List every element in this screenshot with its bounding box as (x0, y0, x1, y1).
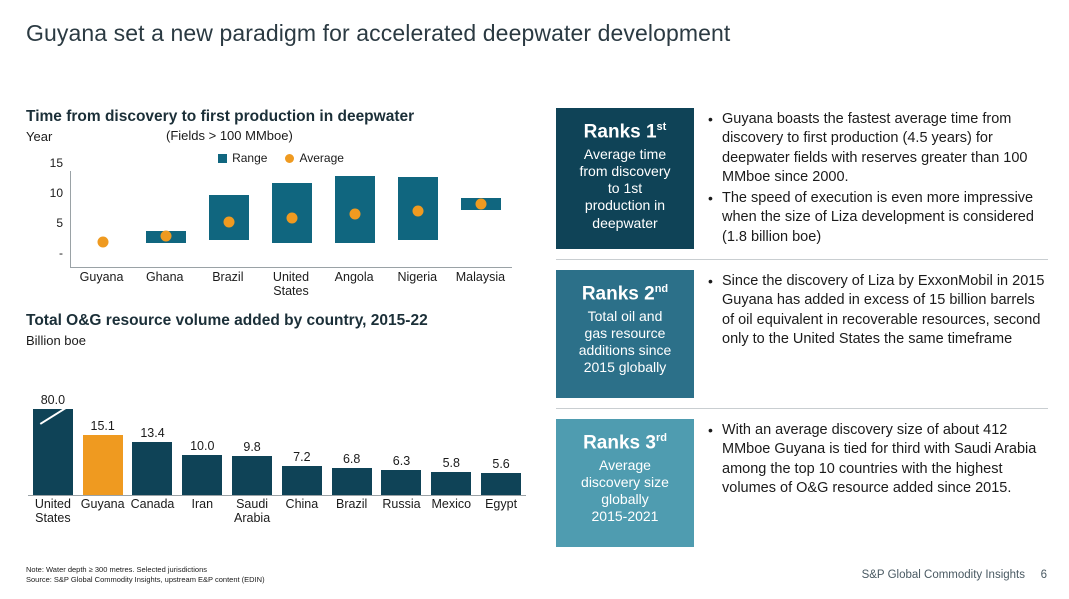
legend-item-range (218, 151, 267, 165)
range-col-ghana (134, 171, 197, 267)
bar-value-label: 6.3 (392, 454, 411, 468)
rank-block-3 (556, 419, 1048, 557)
ytick-0: - (59, 246, 63, 260)
bar (182, 455, 222, 495)
page-number: 6 (1040, 569, 1047, 581)
bar-xlabel-iran: Iran (191, 497, 214, 511)
bar (132, 442, 172, 495)
bar-xlabel-mexico: Mexico (431, 497, 472, 511)
chart-title-resource: Total O&G resource volume added by country, 2015-22 (26, 312, 428, 329)
bullet-item (708, 272, 1048, 349)
page-title: Guyana set a new paradigm for accelerated deepwater development (26, 20, 731, 46)
rank-bullets-1 (694, 108, 1048, 249)
bar-xlabel-egypt: Egypt (485, 497, 518, 511)
chart-ylabel-discovery: Year (26, 129, 53, 144)
rank-badge-2 (556, 270, 694, 398)
bar-xlabel-brazil: Brazil (336, 497, 368, 511)
bar-value-label: 7.2 (293, 450, 311, 464)
bar (282, 466, 322, 495)
xlabel-brazil: Brazil (212, 270, 244, 284)
xlabel-ghana: Ghana (145, 270, 184, 284)
xlabel-angola: Angola (334, 270, 374, 284)
bar (481, 473, 521, 495)
source-note-line-1: Note: Water depth ≥ 300 metres. Selected jurisdictions (26, 564, 208, 574)
xlabel-united-states: United States (272, 270, 310, 298)
bar-xlabel-guyana: Guyana (80, 497, 125, 511)
bullet-item (708, 189, 1048, 247)
range-col-guyana (71, 171, 134, 267)
rank-subtitle-line: Average time (583, 146, 667, 163)
rank-title-2 (564, 283, 686, 305)
bar-xlabel-china: China (285, 497, 319, 511)
bar-value-label: 15.1 (90, 419, 115, 433)
legend-dot-icon (285, 154, 294, 163)
bullet-dot-icon: • (708, 190, 713, 207)
rank-subtitle-line: from discovery (579, 163, 671, 180)
rank-label-1: Ranks 1 (583, 121, 657, 143)
bar-col-russia (377, 366, 427, 495)
bar-value-label: 13.4 (140, 426, 165, 440)
rank-title-1 (564, 121, 686, 143)
range-col-united-states (260, 171, 323, 267)
rank-subtitle-line: additions since (578, 342, 672, 359)
range-x-axis-labels (70, 270, 512, 298)
bar-value-label: 10.0 (190, 439, 215, 453)
bullet-text: The speed of execution is even more impressive when the size of Liza development is considered (1.8 billion boe) (722, 190, 1034, 245)
left-charts-column (26, 108, 526, 525)
rank-subtitle-line: gas resource (584, 325, 666, 342)
chart-legend-discovery (36, 151, 526, 165)
chart-ylabel-resource: Billion boe (26, 333, 86, 348)
rank-suffix-2: nd (654, 282, 669, 295)
bullet-item (708, 110, 1048, 187)
rank-subtitle-1 (564, 146, 686, 231)
bar-col-mexico (426, 366, 476, 495)
rank-block-2 (556, 270, 1048, 408)
chart-resource-volume (26, 366, 526, 525)
bar-col-united-states (28, 366, 78, 495)
average-marker (412, 206, 423, 217)
bar (431, 472, 471, 495)
legend-square-icon (218, 154, 227, 163)
average-marker (475, 199, 486, 210)
chart-subtitle-discovery: (Fields > 100 MMboe) (166, 128, 293, 143)
rank-subtitle-line: Average (599, 457, 651, 474)
rank-block-1 (556, 108, 1048, 259)
bar-value-label: 5.6 (492, 457, 510, 471)
axis-break-icon (40, 407, 67, 425)
bar (232, 456, 272, 495)
rank-subtitle-line: globally (601, 491, 649, 508)
rank-divider (556, 408, 1048, 409)
rank-suffix-3: rd (655, 431, 667, 444)
bar-xlabel-canada: Canada (130, 497, 175, 511)
range-col-malaysia (449, 171, 512, 267)
bullet-dot-icon: • (708, 111, 713, 127)
source-note (26, 565, 265, 585)
source-note-line-2: Source: S&P Global Commodity Insights, upstream E&P content (EDIN) (26, 574, 265, 584)
bar-value-label: 6.8 (342, 452, 361, 466)
rank-bullets-3 (694, 419, 1048, 547)
rank-subtitle-line: discovery size (581, 474, 669, 491)
rank-subtitle-line: production in (584, 197, 666, 214)
ytick-5: 5 (56, 215, 63, 230)
xlabel-nigeria: Nigeria (397, 270, 438, 284)
legend-label-range: Range (232, 151, 268, 165)
bar-col-canada (128, 366, 178, 495)
legend-item-average (285, 151, 343, 165)
bar-xlabel-saudi-arabia: Saudi Arabia (234, 497, 271, 525)
rank-subtitle-line: Total oil and (587, 308, 663, 325)
xlabel-guyana: Guyana (79, 270, 124, 284)
chart-title-discovery: Time from discovery to first production in deepwater (26, 108, 415, 125)
xlabel-malaysia: Malaysia (455, 270, 506, 284)
footer-brand: S&P Global Commodity Insights (861, 569, 1025, 581)
average-marker (286, 212, 297, 223)
bullet-dot-icon: • (708, 421, 713, 438)
rank-subtitle-line: to 1st (607, 180, 643, 197)
bar (83, 435, 123, 495)
bar (381, 470, 421, 495)
bar-x-axis-labels (28, 497, 526, 525)
bar-value-label: 9.8 (243, 440, 261, 454)
legend-label-average: Average (299, 151, 344, 165)
range-columns (71, 171, 512, 267)
range-col-nigeria (386, 171, 449, 267)
bar (332, 468, 372, 495)
range-col-brazil (197, 171, 260, 267)
bar-col-saudi-arabia (227, 366, 277, 495)
bar (33, 409, 73, 495)
rank-label-3: Ranks 3 (583, 432, 656, 454)
bullet-item (708, 421, 1048, 498)
rank-subtitle-line: deepwater (592, 214, 658, 231)
ytick-15: 15 (49, 155, 63, 170)
average-marker (160, 230, 171, 241)
bar-columns (28, 366, 526, 496)
bar-col-guyana (78, 366, 128, 495)
bar-col-china (277, 366, 327, 495)
rank-subtitle-line: 2015-2021 (591, 508, 659, 525)
rank-subtitle-3 (564, 457, 686, 525)
bullet-text: Since the discovery of Liza by ExxonMobil in 2015 Guyana has added in excess of 15 billion barrels of oil equivalent in recoverable resources, second only to the United States the same timeframe (722, 272, 1045, 347)
bullet-dot-icon: • (708, 272, 713, 289)
range-col-angola (323, 171, 386, 267)
bar-col-iran (177, 366, 227, 495)
rank-badge-1 (556, 108, 694, 249)
rank-badge-3 (556, 419, 694, 547)
rank-suffix-1: st (656, 121, 667, 133)
average-marker (223, 216, 234, 227)
rank-bullets-2 (694, 270, 1048, 398)
bullet-text: Guyana boasts the fastest average time from discovery to first production (4.5 years) for deepwater fields with reserves greater than 100 MMboe since 2000. (722, 111, 1028, 185)
rank-label-2: Ranks 2 (581, 283, 655, 305)
bar-col-egypt (476, 366, 526, 495)
bar-value-label: 5.8 (442, 456, 460, 470)
ytick-10: 10 (49, 186, 63, 200)
bar-xlabel-russia: Russia (382, 497, 421, 511)
rank-title-3 (564, 432, 686, 454)
bar-value-label: 80.0 (40, 393, 66, 407)
rank-subtitle-line: 2015 globally (583, 359, 667, 376)
rank-highlights-column (556, 108, 1048, 557)
bar-xlabel-united-states: United States (34, 497, 71, 525)
rank-subtitle-2 (564, 308, 686, 376)
bullet-text: With an average discovery size of about 412 MMboe Guyana is tied for third with Saudi Arabia among the top 10 countries with the highest volumes of O&G resource added since 2015. (722, 421, 1037, 496)
rank-divider (556, 259, 1048, 260)
average-marker (349, 209, 360, 220)
average-marker (97, 236, 108, 247)
bar-col-brazil (327, 366, 377, 495)
